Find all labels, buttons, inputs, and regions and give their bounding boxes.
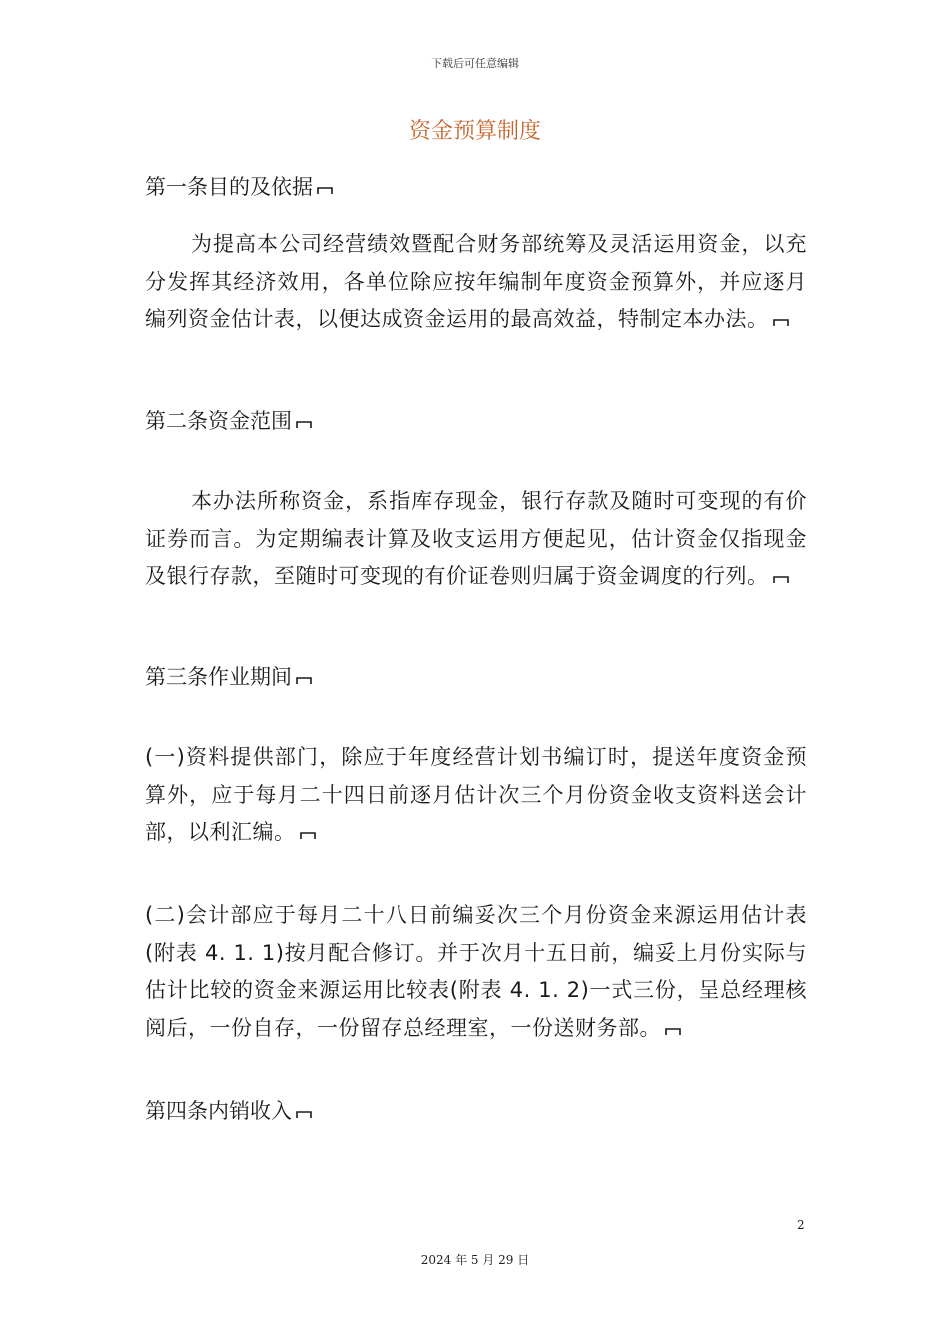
paragraph-mark-icon xyxy=(296,1108,312,1118)
document-title: 资金预算制度 xyxy=(408,119,541,144)
paragraph-mark-icon xyxy=(296,418,312,428)
section-2-paragraph-1 xyxy=(145,483,807,596)
paragraph-mark-icon xyxy=(300,829,316,839)
paragraph-mark-icon xyxy=(665,1025,681,1035)
section-heading-text: 第四条内销收入 xyxy=(145,1099,292,1123)
section-3-paragraph-1 xyxy=(145,739,807,852)
page-number: 2 xyxy=(797,1218,805,1232)
paragraph-text: 为提高本公司经营绩效暨配合财务部统筹及灵活运用资金，以充分发挥其经济效用，各单位除应按年编制年度资金预算外，并应逐月编列资金估计表，以便达成资金运用的最高效益，特制定本办法。 xyxy=(145,232,807,331)
paragraph-mark-icon xyxy=(296,674,312,684)
paragraph-text: (一)资料提供部门，除应于年度经营计划书编订时，提送年度资金预算外，应于每月二十四日前逐月估计次三个月份资金收支资料送会计部，以利汇编。 xyxy=(145,745,807,844)
paragraph-mark-icon xyxy=(773,573,789,583)
header-note: 下载后可任意编辑 xyxy=(431,57,519,70)
section-1-paragraph-1 xyxy=(145,226,807,339)
section-heading-text: 第一条目的及依据 xyxy=(145,175,313,199)
footer-date: 2024 年 5 月 29 日 xyxy=(420,1253,530,1267)
paragraph-mark-icon xyxy=(773,316,789,326)
section-heading-text: 第二条资金范围 xyxy=(145,409,292,433)
section-heading-4 xyxy=(145,1096,312,1126)
paragraph-mark-icon xyxy=(317,184,333,194)
section-heading-1 xyxy=(145,172,333,202)
paragraph-text: (二)会计部应于每月二十八日前编妥次三个月份资金来源运用估计表(附表 4. 1. 1)按月配合修订。并于次月十五日前，编妥上月份实际与估计比较的资金来源运用比较表(附表 4. 1. 2)一式三份，呈总经理核阅后，一份自存，一份留存总经理室，一份送财务部。 xyxy=(145,903,807,1040)
section-heading-2 xyxy=(145,406,312,436)
section-3-paragraph-2 xyxy=(145,897,807,1047)
section-heading-text: 第三条作业期间 xyxy=(145,665,292,689)
paragraph-text: 本办法所称资金，系指库存现金，银行存款及随时可变现的有价证券而言。为定期编表计算及收支运用方便起见，估计资金仅指现金及银行存款，至随时可变现的有价证卷则归属于资金调度的行列。 xyxy=(145,489,807,588)
section-heading-3 xyxy=(145,662,312,692)
